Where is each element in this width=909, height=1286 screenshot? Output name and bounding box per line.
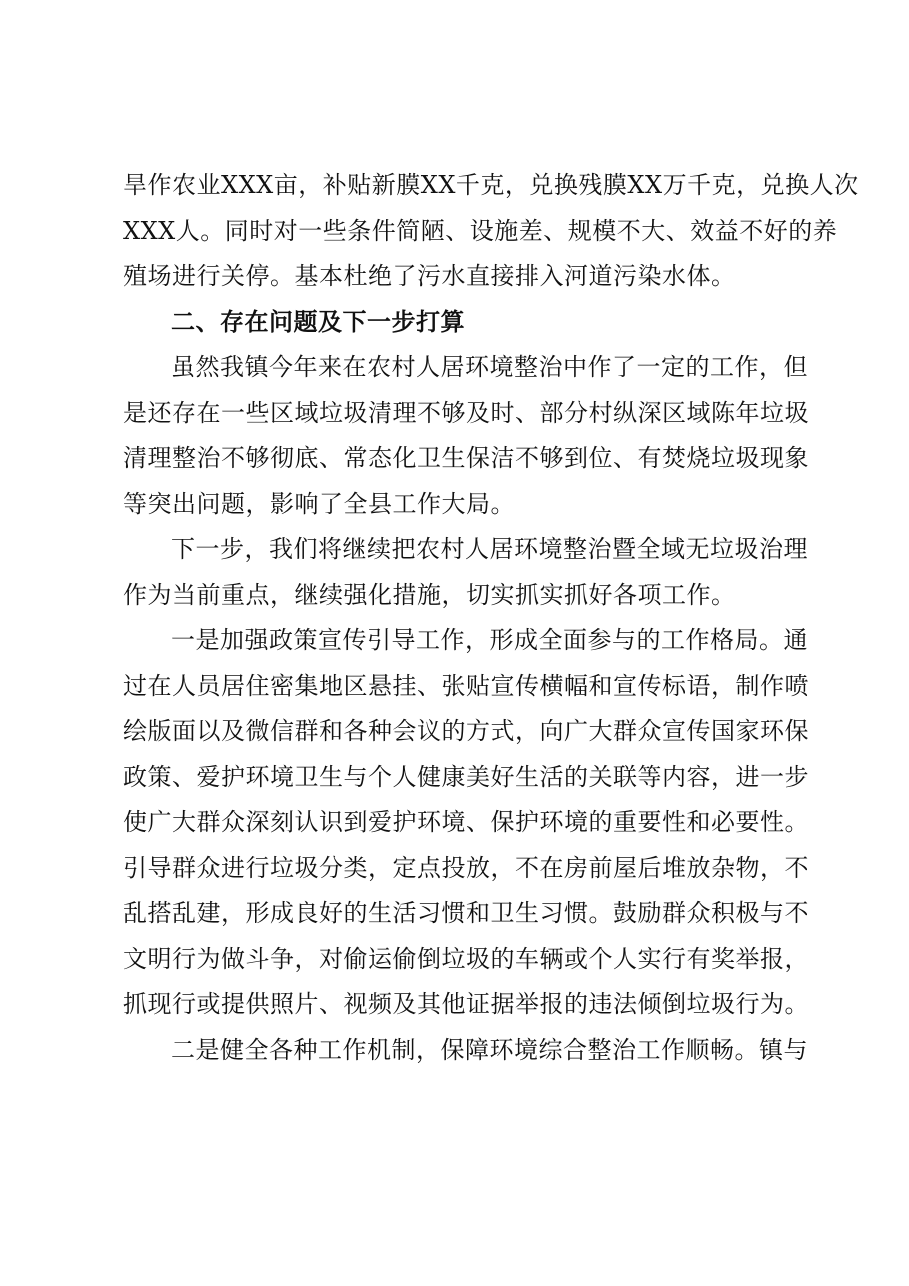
- paragraph-line: 二是健全各种工作机制，保障环境综合整治工作顺畅。镇与: [171, 1035, 808, 1064]
- paragraph-line: 政策、爱护环境卫生与个人健康美好生活的关联等内容，进一步: [123, 762, 809, 791]
- paragraph-line: 抓现行或提供照片、视频及其他证据举报的违法倾倒垃圾行为。: [123, 990, 809, 1018]
- paragraph-line: 清理整治不够彻底、常态化卫生保洁不够到位、有焚烧垃圾现象: [123, 444, 809, 472]
- paragraph-line: 使广大群众深刻认识到爱护环境、保护环境的重要性和必要性。: [123, 808, 809, 836]
- section-heading-block: [123, 300, 805, 346]
- paragraph-line: 绘版面以及微信群和各种会议的方式，向广大群众宣传国家环保: [123, 717, 809, 745]
- next-step-paragraph: [123, 527, 808, 618]
- paragraph-line: 乱搭乱建，形成良好的生活习惯和卫生习惯。鼓励群众积极与不: [123, 899, 809, 927]
- paragraph-line: 作为当前重点，继续强化措施，切实抓实抓好各项工作。: [123, 580, 736, 609]
- paragraph-line: 是还存在一些区域垃圾清理不够及时、部分村纵深区域陈年垃圾: [123, 398, 809, 427]
- continuation-paragraph: [123, 163, 859, 300]
- paragraph-line: 旱作农业XXX亩，补贴新膜XX千克，兑换残膜XX万千克，兑换人次: [123, 171, 859, 199]
- paragraph-line: 文明行为做斗争，对偷运偷倒垃圾的车辆或个人实行有奖举报，: [123, 944, 809, 973]
- paragraph-line: 过在人员居住密集地区悬挂、张贴宣传横幅和宣传标语，制作喷: [123, 671, 809, 700]
- paragraph-line: 一是加强政策宣传引导工作，形成全面参与的工作格局。通: [171, 626, 808, 654]
- measure-two-paragraph: [123, 1028, 808, 1074]
- problems-paragraph: [123, 345, 809, 527]
- paragraph-line: 引导群众进行垃圾分类，定点投放，不在房前屋后堆放杂物，不: [123, 853, 809, 882]
- section-heading: 二、存在问题及下一步打算: [171, 307, 465, 336]
- paragraph-line: 下一步，我们将继续把农村人居环境整治暨全域无垃圾治理: [171, 535, 808, 563]
- paragraph-line: 殖场进行关停。基本杜绝了污水直接排入河道污染水体。: [123, 262, 736, 290]
- measure-one-paragraph: [123, 618, 809, 1028]
- document-body: [123, 163, 859, 1073]
- paragraph-line: 等突出问题，影响了全县工作大局。: [123, 489, 515, 518]
- paragraph-line: 虽然我镇今年来在农村人居环境整治中作了一定的工作，但: [171, 353, 808, 381]
- paragraph-line: XXX人。同时对一些条件简陋、设施差、规模不大、效益不好的养: [123, 216, 838, 245]
